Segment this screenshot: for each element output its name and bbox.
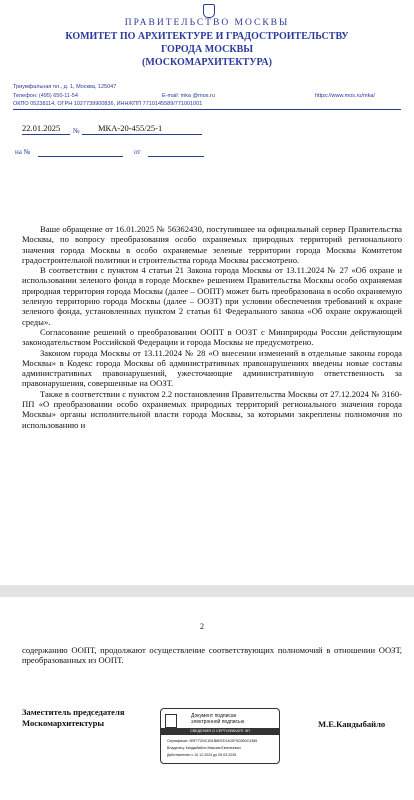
phone: Телефон: (495) 650-11-54 xyxy=(13,93,78,99)
letter-body xyxy=(22,224,402,430)
organization-ids: ОКПО 05238114, ОГРН 1027739900836, ИНН/КПП 7710145589/771001001 xyxy=(13,101,203,107)
paragraph-2: В соответствии с пунктом 4 статьи 21 Закона города Москвы от 13.11.2024 № 27 «Об охране и использовании зеленого фонда в городе Москве» решением Правительства Москвы особо охраняемая природная территория города Москвы (далее – ООПТ) может быть преобразована в особо охраняемую зеленую территорию города Москвы (далее – ООЗТ) при условии обеспечения требований к охране зеленого фонда, установленных пунктом 2 статьи 61 Федерального закона «Об охране окружающей среды». xyxy=(22,265,402,327)
address: Триумфальная пл., д. 1, Москва, 125047 xyxy=(13,84,117,90)
paragraph-5: Также в соответствии с пунктом 2.2 постановления Правительства Москвы от 27.12.2024 № 3160-ПП «О преобразовании особо охраняемых природных территорий регионального значения города Москвы» органы исполнительной власти города Москвы, за которыми закреплены полномочия по использованию и xyxy=(22,388,402,430)
committee-title: КОМИТЕТ ПО АРХИТЕКТУРЕ И ГРАДОСТРОИТЕЛЬСТВУ ГОРОДА МОСКВЫ (МОСКОМАРХИТЕКТУРА) xyxy=(65,31,349,68)
paragraph-1: Ваше обращение от 16.01.2025 № 56362430, поступившее на официальный сервер Правительства Москвы, по вопросу преобразования особо охраняемых природных территорий регионального значения города Москвы в особо охраняемые зеленые территории города Москвы Комитетом градостроительной политики и строительства города Москвы рассмотрено. xyxy=(22,224,402,265)
continuation-text: содержанию ООПТ, продолжают осуществление соответствующих полномочий в отношении ООЗТ, преобразованных из ООПТ. xyxy=(22,645,402,666)
header-divider xyxy=(13,109,401,110)
signer-name: М.Е.Кандыбайло xyxy=(318,719,386,729)
reply-date-underline xyxy=(148,156,204,157)
number-label: № xyxy=(73,127,80,135)
moscow-emblem-icon xyxy=(203,4,215,18)
reply-date-label: от xyxy=(134,148,141,156)
registration-date: 22.01.2025 xyxy=(22,123,61,133)
number-underline xyxy=(82,134,202,135)
date-underline xyxy=(22,134,70,135)
email: E-mail: mka @mos.ru xyxy=(162,93,215,99)
registration-number: МКА-20-455/25-1 xyxy=(98,123,163,133)
paragraph-3: Согласование решений о преобразовании ООПТ в ООЗТ с Минприроды России действующим законодательством Российской Федерации и города Москвы не предусмотрено. xyxy=(22,326,402,348)
ministry-title: ПРАВИТЕЛЬСТВО МОСКВЫ xyxy=(124,18,290,28)
paragraph-4: Законом города Москвы от 13.11.2024 № 28 «О внесении изменений в отдельные законы города Москвы» в Кодекс города Москвы об административных правонарушениях введены новые составы административных правонарушений, ужесточающие административную ответственность за правонарушения, совершенные на ООЗТ. xyxy=(22,347,402,389)
signer-title: Заместитель председателя Москомархитектуры xyxy=(22,707,125,728)
page-separator xyxy=(0,585,414,597)
electronic-signature-stamp: Документ подписан электронной подписью СВЕДЕНИЯ О СЕРТИФИКАТЕ ЭП Сертификат: 0BF77ZNC1B1B8EED1403F9C0B0C4385 Владелец: Кандыбайло Максим Евгеньевич Действителен с 10.12.2024 до 05.03.2026 xyxy=(160,708,280,764)
website: https://www.mos.ru/mka/ xyxy=(315,93,375,99)
page-number: 2 xyxy=(200,622,204,631)
emblem-icon xyxy=(165,714,177,728)
reply-number-underline xyxy=(38,156,123,157)
document-page-2 xyxy=(0,597,414,800)
reply-to-label: на № xyxy=(15,148,31,156)
